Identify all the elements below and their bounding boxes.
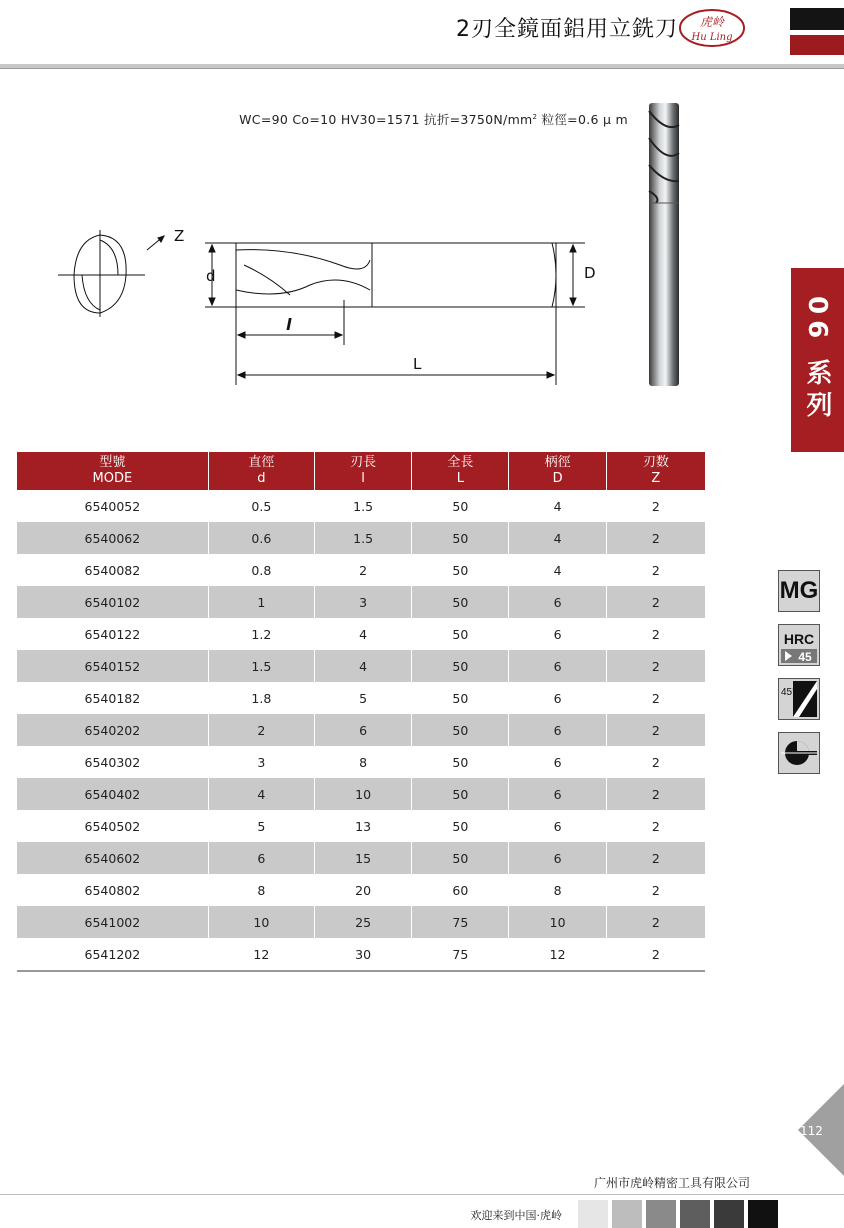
page-title: 2刃全鏡面鋁用立銑刀 (456, 17, 678, 42)
cell-flutes: 2 (606, 906, 705, 938)
cell-diameter: 1.2 (208, 618, 314, 650)
cell-overall-length: 50 (412, 522, 509, 554)
cell-diameter: 0.5 (208, 490, 314, 522)
cell-model: 6540082 (84, 562, 141, 578)
table-row (17, 810, 705, 842)
logo-text-top: 虎岭 (699, 15, 725, 29)
material-spec-text: WC=90 Co=10 HV30=1571 抗折=3750N/mm (239, 112, 533, 127)
hrc-badge (778, 624, 820, 666)
page-number: 112 (800, 1124, 823, 1138)
label-l: l (286, 315, 292, 334)
cell-overall-length: 75 (412, 938, 509, 971)
footer-welcome: 欢迎来到中国·虎岭 (470, 1209, 562, 1222)
cell-overall-length: 50 (412, 778, 509, 810)
cell-model: 6540062 (17, 522, 208, 554)
cell-flute-length: 8 (314, 746, 411, 778)
label-L: L (413, 355, 422, 373)
tool-body (236, 243, 556, 307)
cell-shank-diameter: 6 (509, 714, 606, 746)
cell-diameter: 1.5 (208, 650, 314, 682)
table-row (17, 906, 705, 938)
cell-flute-length: 4 (314, 650, 411, 682)
cell-flutes: 2 (606, 938, 705, 971)
cell-model: 6540102 (17, 586, 208, 618)
cell-model: 6540602 (17, 842, 208, 874)
table-row (17, 618, 705, 650)
helix-angle-badge (778, 678, 820, 720)
table-row (17, 490, 705, 522)
material-spec (0, 110, 628, 128)
cell-model: 6540302 (84, 754, 141, 770)
cell-flutes: 2 (606, 618, 705, 650)
cell-diameter: 10 (208, 906, 314, 938)
cell-diameter: 5 (208, 810, 314, 842)
cell-flute-length: 1.5 (314, 522, 411, 554)
hu-ling-logo (678, 8, 746, 48)
cell-flute-length: 25 (314, 906, 411, 938)
cell-shank-diameter: 10 (509, 906, 606, 938)
cell-shank-diameter: 6 (509, 682, 606, 714)
cell-flutes: 2 (606, 810, 705, 842)
header-model: 型號 MODE (17, 452, 208, 490)
header-flutes: 刃数 Z (606, 452, 705, 490)
cell-diameter: 1 (208, 586, 314, 618)
table-row (17, 682, 705, 714)
footer-divider (0, 1194, 844, 1195)
cell-shank-diameter: 6 (509, 746, 606, 778)
cell-shank-diameter: 4 (509, 522, 606, 554)
cell-flute-length: 13 (314, 810, 411, 842)
table-row (17, 778, 705, 810)
cell-flutes: 2 (606, 522, 705, 554)
cell-model: 6540122 (84, 626, 141, 642)
angle-label: 45° (781, 687, 797, 698)
cell-shank-diameter: 6 (509, 586, 606, 618)
cell-flutes: 2 (606, 842, 705, 874)
cell-flute-length: 3 (314, 586, 411, 618)
cell-diameter: 2 (208, 714, 314, 746)
cell-model: 6540802 (84, 882, 141, 898)
cell-model: 6540202 (17, 714, 208, 746)
header-shank-diameter: 柄徑 D (509, 452, 606, 490)
cell-overall-length: 50 (412, 586, 509, 618)
cell-flute-length: 10 (314, 778, 411, 810)
cell-flutes: 2 (606, 874, 705, 906)
table-header-row (17, 452, 705, 490)
footer-swatch (680, 1200, 710, 1228)
cell-flutes: 2 (606, 490, 705, 522)
table-row (17, 874, 705, 906)
cell-shank-diameter: 6 (509, 810, 606, 842)
shank-end-chamfer (552, 243, 556, 307)
footer-swatch (748, 1200, 778, 1228)
header-diameter: 直徑 d (208, 452, 314, 490)
cell-diameter: 8 (208, 874, 314, 906)
cell-flutes: 2 (606, 682, 705, 714)
cell-overall-length: 50 (412, 810, 509, 842)
label-D: D (584, 264, 596, 282)
table-row (17, 842, 705, 874)
label-d: d (206, 267, 216, 285)
cell-shank-diameter: 4 (509, 490, 606, 522)
cell-overall-length: 50 (412, 650, 509, 682)
cell-diameter: 0.6 (208, 522, 314, 554)
cell-model: 6540402 (17, 778, 208, 810)
cell-shank-diameter: 6 (509, 618, 606, 650)
material-spec-grain: 粒徑=0.6 μ m (537, 112, 628, 127)
cell-model: 6540152 (17, 650, 208, 682)
header-bar-red (790, 35, 844, 55)
square-end-icon (778, 732, 820, 774)
cell-model: 6540502 (84, 818, 141, 834)
header-bar-black (790, 8, 844, 30)
technical-drawing (40, 205, 620, 405)
cell-model: 6541002 (17, 906, 208, 938)
cell-shank-diameter: 6 (509, 778, 606, 810)
cell-flute-length: 2 (314, 554, 411, 586)
table-row (17, 714, 705, 746)
mg-badge: MG (778, 570, 820, 612)
cell-model: 6540052 (84, 498, 141, 514)
cell-flutes: 2 (606, 586, 705, 618)
cell-diameter: 12 (208, 938, 314, 971)
cell-flutes: 2 (606, 746, 705, 778)
cell-diameter: 0.8 (208, 554, 314, 586)
cell-flutes: 2 (606, 554, 705, 586)
hrc-label: HRC (783, 631, 815, 647)
cell-flute-length: 30 (314, 938, 411, 971)
cell-overall-length: 50 (412, 746, 509, 778)
cell-overall-length: 50 (412, 682, 509, 714)
cell-shank-diameter: 6 (509, 842, 606, 874)
footer-swatch (612, 1200, 642, 1228)
cell-overall-length: 50 (412, 490, 509, 522)
footer-swatch (714, 1200, 744, 1228)
cell-diameter: 6 (208, 842, 314, 874)
cell-overall-length: 50 (412, 618, 509, 650)
cell-diameter: 4 (208, 778, 314, 810)
spec-table (17, 452, 705, 972)
cell-shank-diameter: 4 (509, 554, 606, 586)
cell-flute-length: 15 (314, 842, 411, 874)
cell-diameter: 1.8 (208, 682, 314, 714)
cell-flutes: 2 (606, 714, 705, 746)
cell-flute-length: 20 (314, 874, 411, 906)
cell-diameter: 3 (208, 746, 314, 778)
logo-text-bottom: Hu Ling (691, 32, 733, 43)
footer-swatch (646, 1200, 676, 1228)
table-row (17, 650, 705, 682)
header-overall-length: 全長 L (412, 452, 509, 490)
cell-overall-length: 60 (412, 874, 509, 906)
table-row (17, 938, 705, 971)
cell-flute-length: 4 (314, 618, 411, 650)
material-spec-superscript: 2 (532, 112, 538, 121)
header-flute-length: 刃長 l (314, 452, 411, 490)
cell-overall-length: 50 (412, 842, 509, 874)
company-name: 广州市虎岭精密工具有限公司 (593, 1176, 750, 1190)
hrc-value: 45 (798, 650, 812, 664)
flute-curves (236, 250, 370, 295)
cell-overall-length: 75 (412, 906, 509, 938)
cell-flutes: 2 (606, 650, 705, 682)
table-row (17, 522, 705, 554)
cell-model: 6541202 (17, 938, 208, 971)
cell-shank-diameter: 6 (509, 650, 606, 682)
cell-shank-diameter: 8 (509, 874, 606, 906)
cell-flute-length: 1.5 (314, 490, 411, 522)
cell-flute-length: 5 (314, 682, 411, 714)
series-tab (791, 268, 844, 452)
cell-overall-length: 50 (412, 714, 509, 746)
label-z: Z (174, 227, 185, 245)
table-row (17, 746, 705, 778)
footer-swatch (578, 1200, 608, 1228)
cell-overall-length: 50 (412, 554, 509, 586)
table-row (17, 586, 705, 618)
cell-model: 6540182 (84, 690, 141, 706)
cell-flute-length: 6 (314, 714, 411, 746)
end-mill-photo (636, 103, 688, 386)
cell-flutes: 2 (606, 778, 705, 810)
series-tab-label: 06 系列 (802, 296, 832, 424)
table-row (17, 554, 705, 586)
cell-shank-diameter: 12 (509, 938, 606, 971)
header-divider (0, 64, 844, 69)
